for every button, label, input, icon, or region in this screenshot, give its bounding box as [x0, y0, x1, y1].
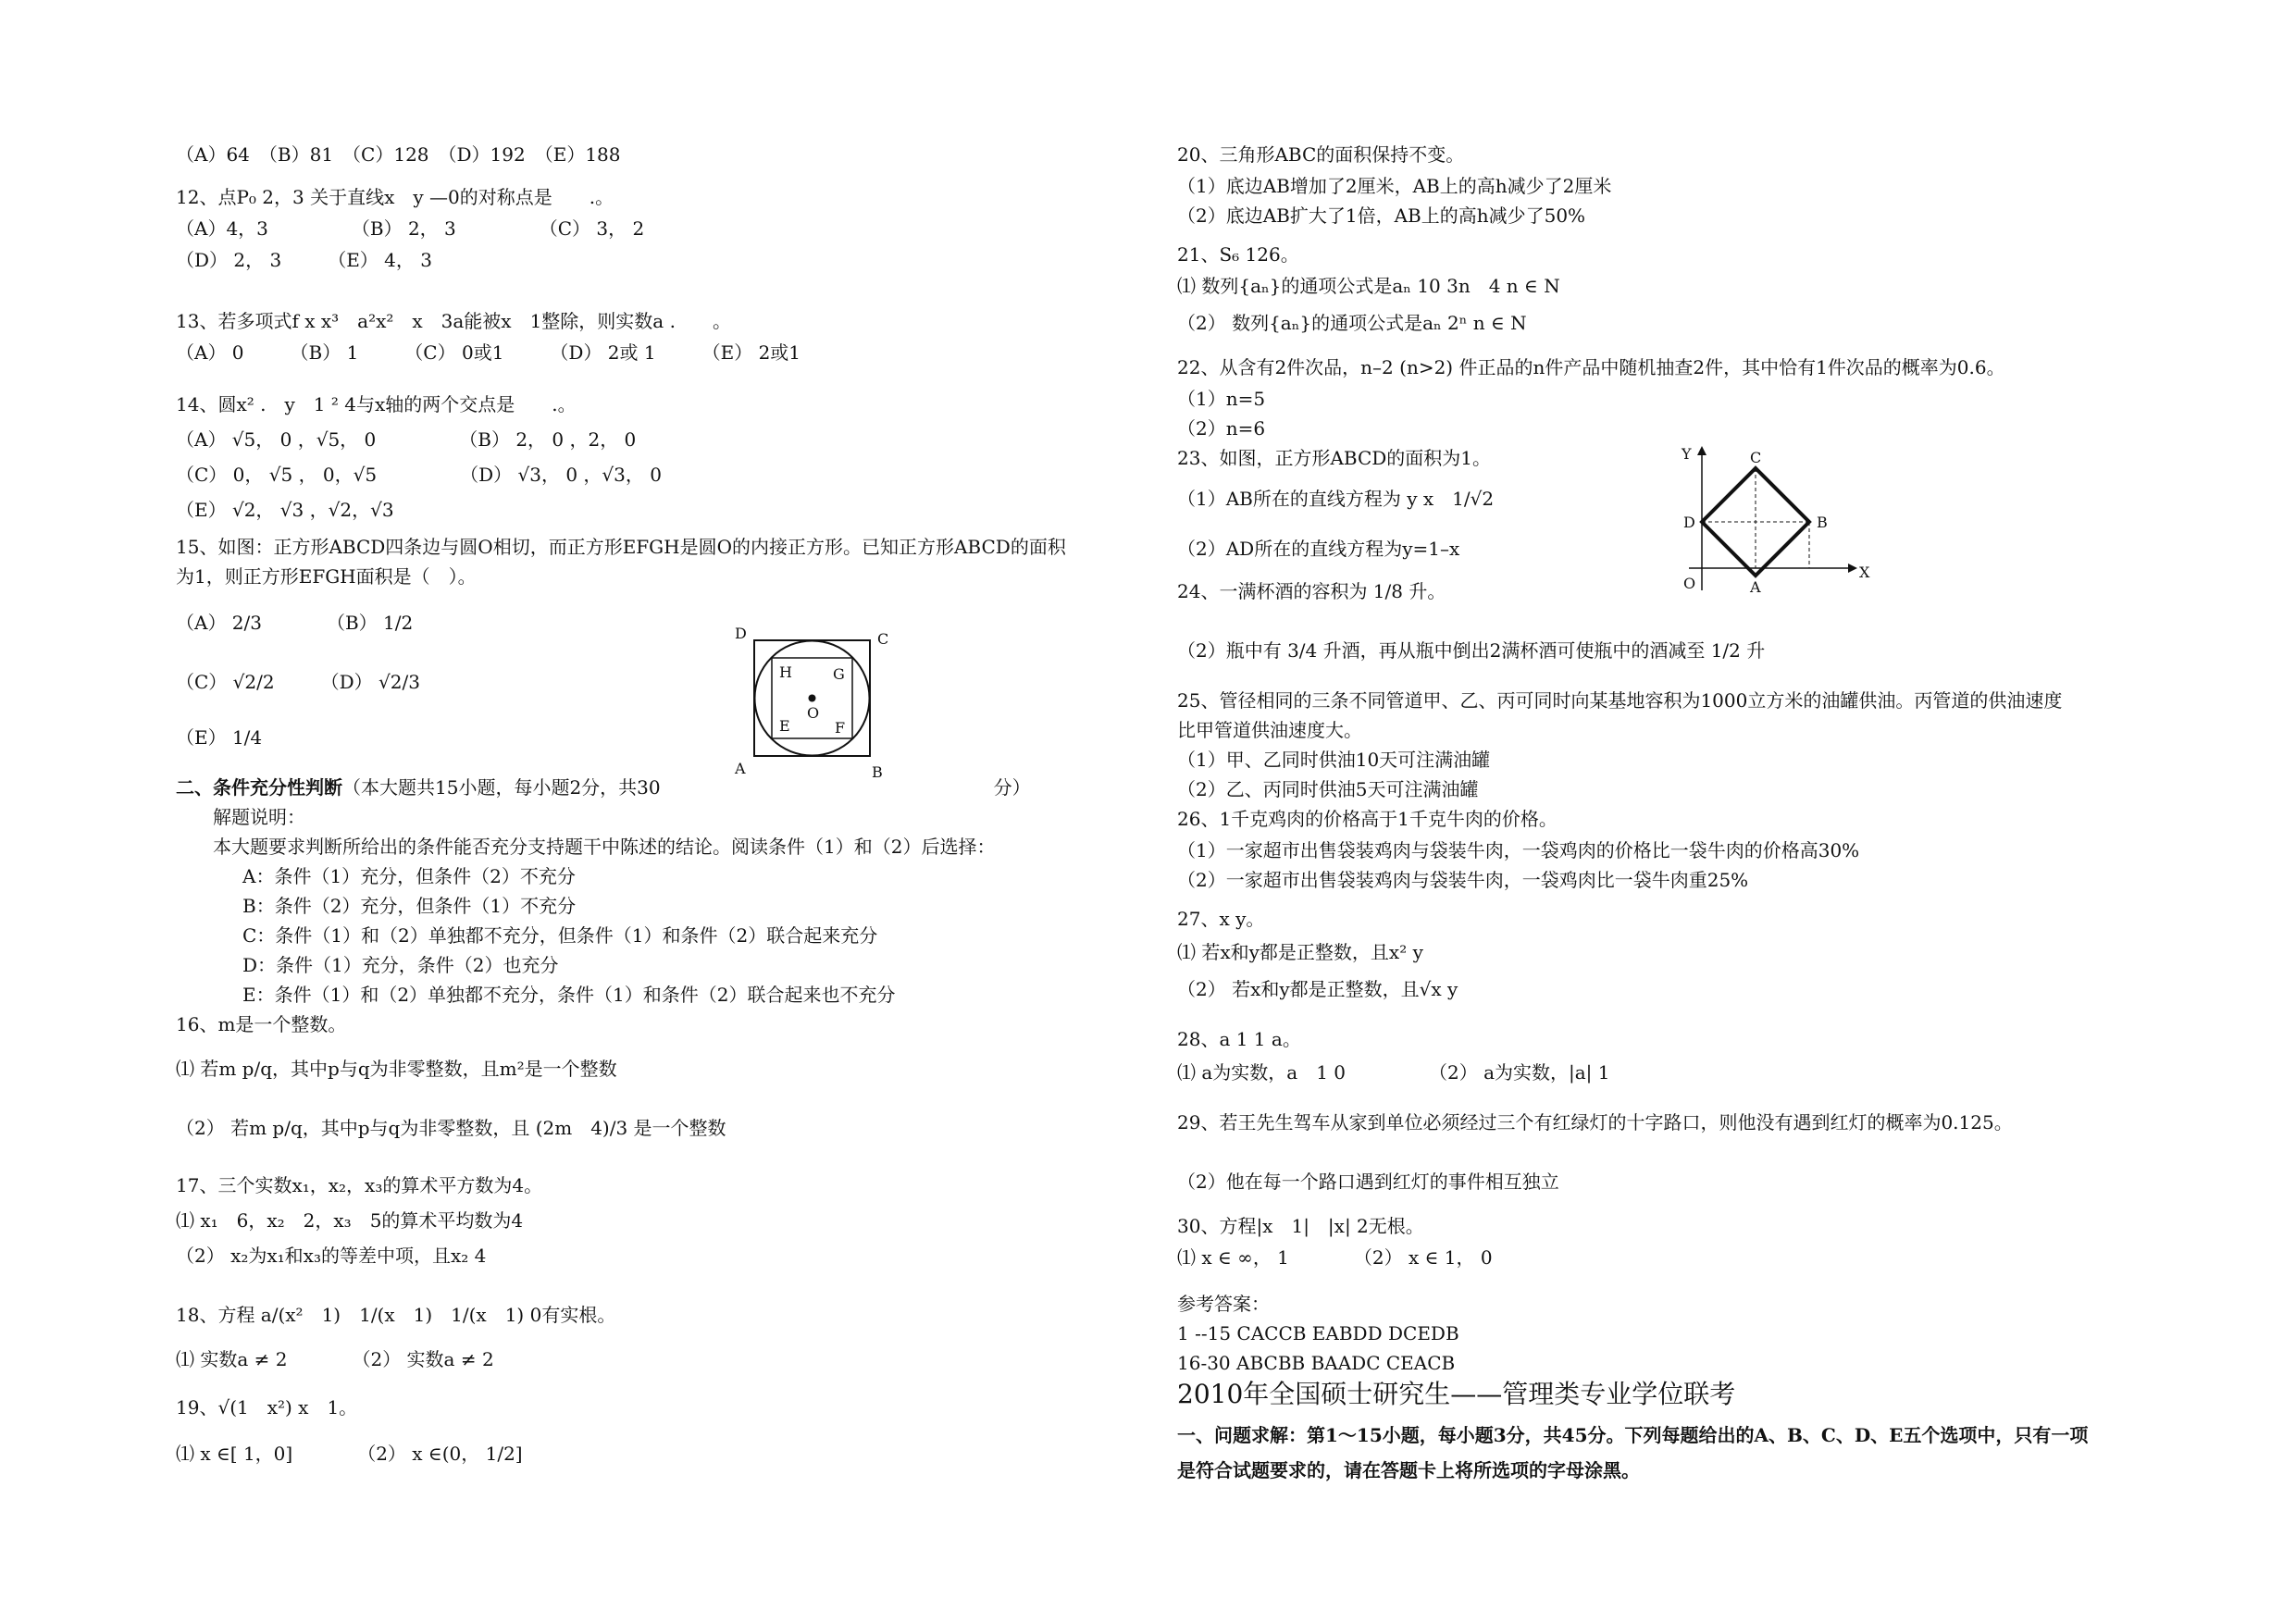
label-b: B — [872, 763, 883, 779]
q30-stem: 30、方程|x 1| |x| 2无根。 — [1177, 1215, 1424, 1237]
exam-title: 2010年全国硕士研究生——管理类专业学位联考 — [1177, 1379, 1736, 1409]
center-dot — [809, 695, 816, 702]
q26-cond-1: （1）一家超市出售袋装鸡肉与袋装牛肉，一袋鸡肉的价格比一袋牛肉的价格高30% — [1177, 839, 1860, 861]
label-d: D — [735, 625, 747, 642]
q27-cond-1: ⑴ 若x和y都是正整数，且x² y — [1177, 941, 1423, 963]
q12-options-d: （D） 2， 3 （E） 4， 3 — [176, 249, 432, 271]
q23-cond-2: （2）AD所在的直线方程为y=1–x — [1177, 538, 1460, 560]
answers-title: 参考答案： — [1177, 1293, 1270, 1315]
q28-stem: 28、a 1 1 a。 — [1177, 1028, 1301, 1050]
answers-16-30: 16-30 ABCBB BAADC CEACB — [1177, 1352, 1456, 1374]
instructions-title: 解题说明： — [213, 806, 305, 828]
q12-options-a: （A）4，3 （B） 2， 3 （C） 3， 2 — [176, 217, 645, 240]
q15-stem-1: 15、如图：正方形ABCD四条边与圆O相切，而正方形EFGH是圆O的内接正方形。已知正方形ABCD的面积 — [176, 536, 1066, 558]
label-a: A — [735, 760, 746, 777]
q28-conds: ⑴ a为实数，a 1 0 （2） a为实数，|a| 1 — [1177, 1061, 1610, 1084]
q20-stem: 20、三角形ABC的面积保持不变。 — [1177, 143, 1465, 166]
x-arrow — [1848, 564, 1857, 573]
label-o: O — [807, 704, 820, 722]
q12-stem: 12、点P₀ 2，3 关于直线x y —0的对称点是 .。 — [176, 186, 614, 208]
label-f: F — [835, 719, 846, 737]
section-2-note: （本大题共15小题，每小题2分，共30 分） — [342, 776, 1031, 799]
answers-1-15: 1 --15 CACCB EABDD DCEDB — [1177, 1322, 1459, 1344]
label-h: H — [779, 663, 792, 681]
choice-d: D：条件（1）充分，条件（2）也充分 — [242, 954, 559, 976]
q25-stem-2: 比甲管道供油速度大。 — [1177, 719, 1362, 741]
choice-c: C：条件（1）和（2）单独都不充分，但条件（1）和条件（2）联合起来充分 — [242, 924, 878, 947]
q22-stem: 22、从含有2件次品，n–2 (n>2) 件正品的n件产品中随机抽查2件，其中恰有1件次品的概率为0.6。 — [1177, 356, 2005, 378]
q21-stem: 21、S₆ 126。 — [1177, 243, 1299, 266]
q25-cond-2: （2）乙、丙同时供油5天可注满油罐 — [1177, 778, 1479, 800]
q20-cond-1: （1）底边AB增加了2厘米，AB上的高h减少了2厘米 — [1177, 175, 1612, 197]
q13-stem: 13、若多项式f x x³ a²x² x 3a能被x 1整除，则实数a . 。 — [176, 310, 731, 332]
q26-stem: 26、1千克鸡肉的价格高于1千克牛肉的价格。 — [1177, 808, 1558, 830]
q27-stem: 27、x y。 — [1177, 908, 1265, 930]
q25-cond-1: （1）甲、乙同时供油10天可注满油罐 — [1177, 749, 1491, 771]
choice-a: A：条件（1）充分，但条件（2）不充分 — [242, 865, 576, 887]
q27-cond-2: （2） 若x和y都是正整数，且√x y — [1177, 978, 1458, 1000]
q22-cond-2: （2）n=6 — [1177, 417, 1266, 440]
q14-options-a: （A） √5， 0 ，√5， 0 （B） 2， 0 ，2， 0 — [176, 428, 637, 451]
section-2-title: 二、条件充分性判断 — [176, 776, 342, 799]
q17-stem: 17、三个实数x₁，x₂，x₃的算术平方数为4。 — [176, 1174, 543, 1196]
choice-b: B：条件（2）充分，但条件（1）不充分 — [242, 895, 577, 917]
q13-options: （A） 0 （B） 1 （C） 0或1 （D） 2或 1 （E） 2或1 — [176, 341, 801, 364]
q19-stem: 19、√(1 x²) x 1。 — [176, 1396, 358, 1419]
q15-stem-2: 为1，则正方形EFGH面积是（ ）。 — [176, 565, 477, 588]
q15-options-c: （C） √2/2 （D） √2/3 — [176, 671, 420, 693]
q29-stem: 29、若王先生驾车从家到单位必须经过三个有红绿灯的十字路口，则他没有遇到红灯的概率为0.125。 — [1177, 1111, 2013, 1134]
label-d: D — [1683, 514, 1695, 531]
q19-conds: ⑴ x ∈[ 1，0] （2） x ∈(0， 1/2] — [176, 1443, 523, 1465]
q11-options: （A）64 （B）81 （C）128 （D）192 （E）188 — [176, 143, 621, 166]
q15-options-a: （A） 2/3 （B） 1/2 — [176, 612, 414, 634]
q24-cond-2: （2）瓶中有 3/4 升酒，再从瓶中倒出2满杯酒可使瓶中的酒减至 1/2 升 — [1177, 639, 1766, 662]
q15-options-e: （E） 1/4 — [176, 726, 263, 749]
q16-cond-2: （2） 若m p/q，其中p与q为非零整数，且 (2m 4)/3 是一个整数 — [176, 1117, 726, 1139]
y-arrow — [1697, 446, 1706, 455]
q23-cond-1: （1）AB所在的直线方程为 y x 1/√2 — [1177, 488, 1495, 510]
q20-cond-2: （2）底边AB扩大了1倍，AB上的高h减少了50% — [1177, 204, 1586, 227]
label-c: C — [1750, 449, 1762, 466]
label-y: Y — [1682, 445, 1692, 463]
q21-cond-1: ⑴ 数列{aₙ}的通项公式是aₙ 10 3n 4 n ∈ N — [1177, 275, 1560, 297]
q15-figure — [731, 622, 907, 779]
q29-cond-2: （2）他在每一个路口遇到红灯的事件相互独立 — [1177, 1171, 1559, 1193]
q14-options-e: （E） √2， √3 ，√2，√3 — [176, 499, 394, 521]
label-o: O — [1683, 575, 1696, 592]
q21-cond-2: （2） 数列{aₙ}的通项公式是aₙ 2ⁿ n ∈ N — [1177, 312, 1527, 334]
label-g: G — [833, 665, 845, 683]
q30-conds: ⑴ x ∈ ∞， 1 （2） x ∈ 1， 0 — [1177, 1246, 1493, 1269]
q16-stem: 16、m是一个整数。 — [176, 1013, 347, 1035]
q16-cond-1: ⑴ 若m p/q，其中p与q为非零整数，且m²是一个整数 — [176, 1058, 617, 1080]
q24-stem: 24、一满杯酒的容积为 1/8 升。 — [1177, 580, 1446, 602]
q18-conds: ⑴ 实数a ≠ 2 （2） 实数a ≠ 2 — [176, 1348, 494, 1370]
q17-cond-1: ⑴ x₁ 6，x₂ 2，x₃ 5的算术平均数为4 — [176, 1209, 524, 1232]
label-c: C — [877, 630, 889, 648]
q17-cond-2: （2） x₂为x₁和x₃的等差中项，且x₂ 4 — [176, 1245, 487, 1267]
label-b: B — [1817, 514, 1828, 531]
label-e: E — [779, 717, 790, 735]
label-a: A — [1750, 578, 1761, 596]
section-1-header-1: 一、问题求解：第1～15小题，每小题3分，共45分。下列每题给出的A、B、C、D、E五个选项中，只有一项 — [1177, 1424, 2089, 1446]
instructions-body: 本大题要求判断所给出的条件能否充分支持题干中陈述的结论。阅读条件（1）和（2）后选择： — [213, 836, 996, 858]
q23-figure — [1670, 442, 1874, 600]
q25-stem-1: 25、管径相同的三条不同管道甲、乙、丙可同时向某基地容积为1000立方米的油罐供油。丙管道的供油速度 — [1177, 689, 2063, 712]
choice-e: E：条件（1）和（2）单独都不充分，条件（1）和条件（2）联合起来也不充分 — [242, 984, 896, 1006]
section-1-header-2: 是符合试题要求的，请在答题卡上将所选项的字母涂黑。 — [1177, 1459, 1640, 1481]
q14-options-c: （C） 0， √5 ， 0，√5 （D） √3， 0 ，√3， 0 — [176, 464, 662, 486]
q18-stem: 18、方程 a/(x² 1) 1/(x 1) 1/(x 1) 0有实根。 — [176, 1304, 616, 1326]
q22-cond-1: （1）n=5 — [1177, 388, 1266, 410]
label-x: X — [1859, 564, 1870, 581]
q26-cond-2: （2）一家超市出售袋装鸡肉与袋装牛肉，一袋鸡肉比一袋牛肉重25% — [1177, 869, 1749, 891]
q14-stem: 14、圆x² . y 1 ² 4与x轴的两个交点是 .。 — [176, 393, 577, 415]
q23-stem: 23、如图，正方形ABCD的面积为1。 — [1177, 447, 1492, 469]
